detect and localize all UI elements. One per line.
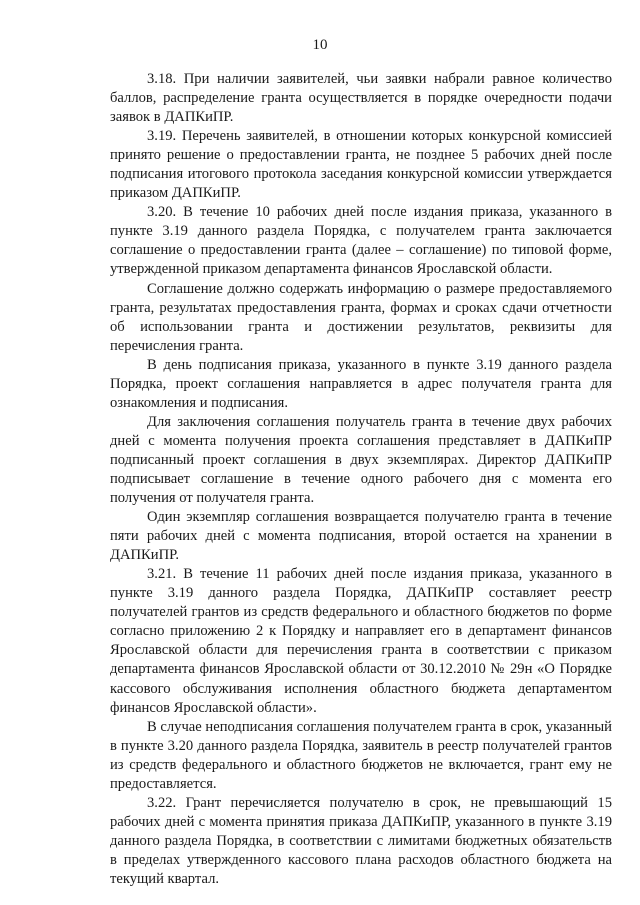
paragraph-non-signing: В случае неподписания соглашения получателем гранта в срок, указанный в пункте 3.20 данного раздела Порядка, заявитель в реестр получателей грантов из средств федерального и областного бюджетов не включается, грант ему не предоставляется. [110, 718, 612, 792]
paragraph-3-19: 3.19. Перечень заявителей, в отношении которых конкурсной комиссией принято решение о предоставлении гранта, не позднее 5 рабочих дней после подписания итогового протокола заседания конкурсной комиссии утверждается приказом ДАПКиПР. [110, 128, 612, 202]
paragraph-agreement-contents: Соглашение должно содержать информацию о размере предоставляемого гранта, результатах предоставления гранта, формах и сроках сдачи отчетности об использовании гранта и достижении результатов, реквизиты для перечисления гранта. [110, 280, 612, 354]
paragraph-3-22: 3.22. Грант перечисляется получателю в срок, не превышающий 15 рабочих дней с момента принятия приказа ДАПКиПР, указанного в пункте 3.19 данного раздела Порядка, в соответствии с лимитами бюджетных обязательств в пределах утвержденного кассового плана расходов областного бюджета на текущий квартал. [110, 794, 612, 887]
page-number: 10 [312, 37, 328, 53]
paragraph-3-21: 3.21. В течение 11 рабочих дней после издания приказа, указанного в пункте 3.19 данного раздела Порядка, ДАПКиПР составляет реестр получателей грантов из средств федерального и областного бюджетов по форме согласно приложению 2 к Порядку и направляет его в департамент финансов Ярославской области для перечисления гранта в соответствии с приказом департамента финансов Ярославской области от 30.12.2010 № 29н «О Порядке кассового обслуживания исполнения областного бюджета департаментом финансов Ярославской области». [110, 566, 612, 716]
paragraph-agreement-copies: Один экземпляр соглашения возвращается получателю гранта в течение пяти рабочих дней с момента подписания, второй остается на хранении в ДАПКиПР. [110, 509, 612, 564]
paragraph-3-18: 3.18. При наличии заявителей, чьи заявки набрали равное количество баллов, распределение гранта осуществляется в порядке очередности подачи заявок в ДАПКиПР. [110, 71, 612, 126]
document-body [110, 70, 612, 889]
paragraph-agreement-sending: В день подписания приказа, указанного в пункте 3.19 данного раздела Порядка, проект соглашения направляется в адрес получателя гранта для ознакомления и подписания. [110, 356, 612, 411]
paragraph-agreement-signing: Для заключения соглашения получатель гранта в течение двух рабочих дней с момента получения проекта соглашения представляет в ДАПКиПР подписанный проект соглашения в двух экземплярах. Директор ДАПКиПР подписывает соглашение в течение одного рабочего дня с момента его получения от получателя гранта. [110, 413, 612, 507]
paragraph-3-20: 3.20. В течение 10 рабочих дней после издания приказа, указанного в пункте 3.19 данного раздела Порядка, с получателем гранта заключается соглашение о предоставлении гранта (далее – соглашение) по типовой форме, утвержденной приказом департамента финансов Ярославской области. [110, 204, 612, 278]
